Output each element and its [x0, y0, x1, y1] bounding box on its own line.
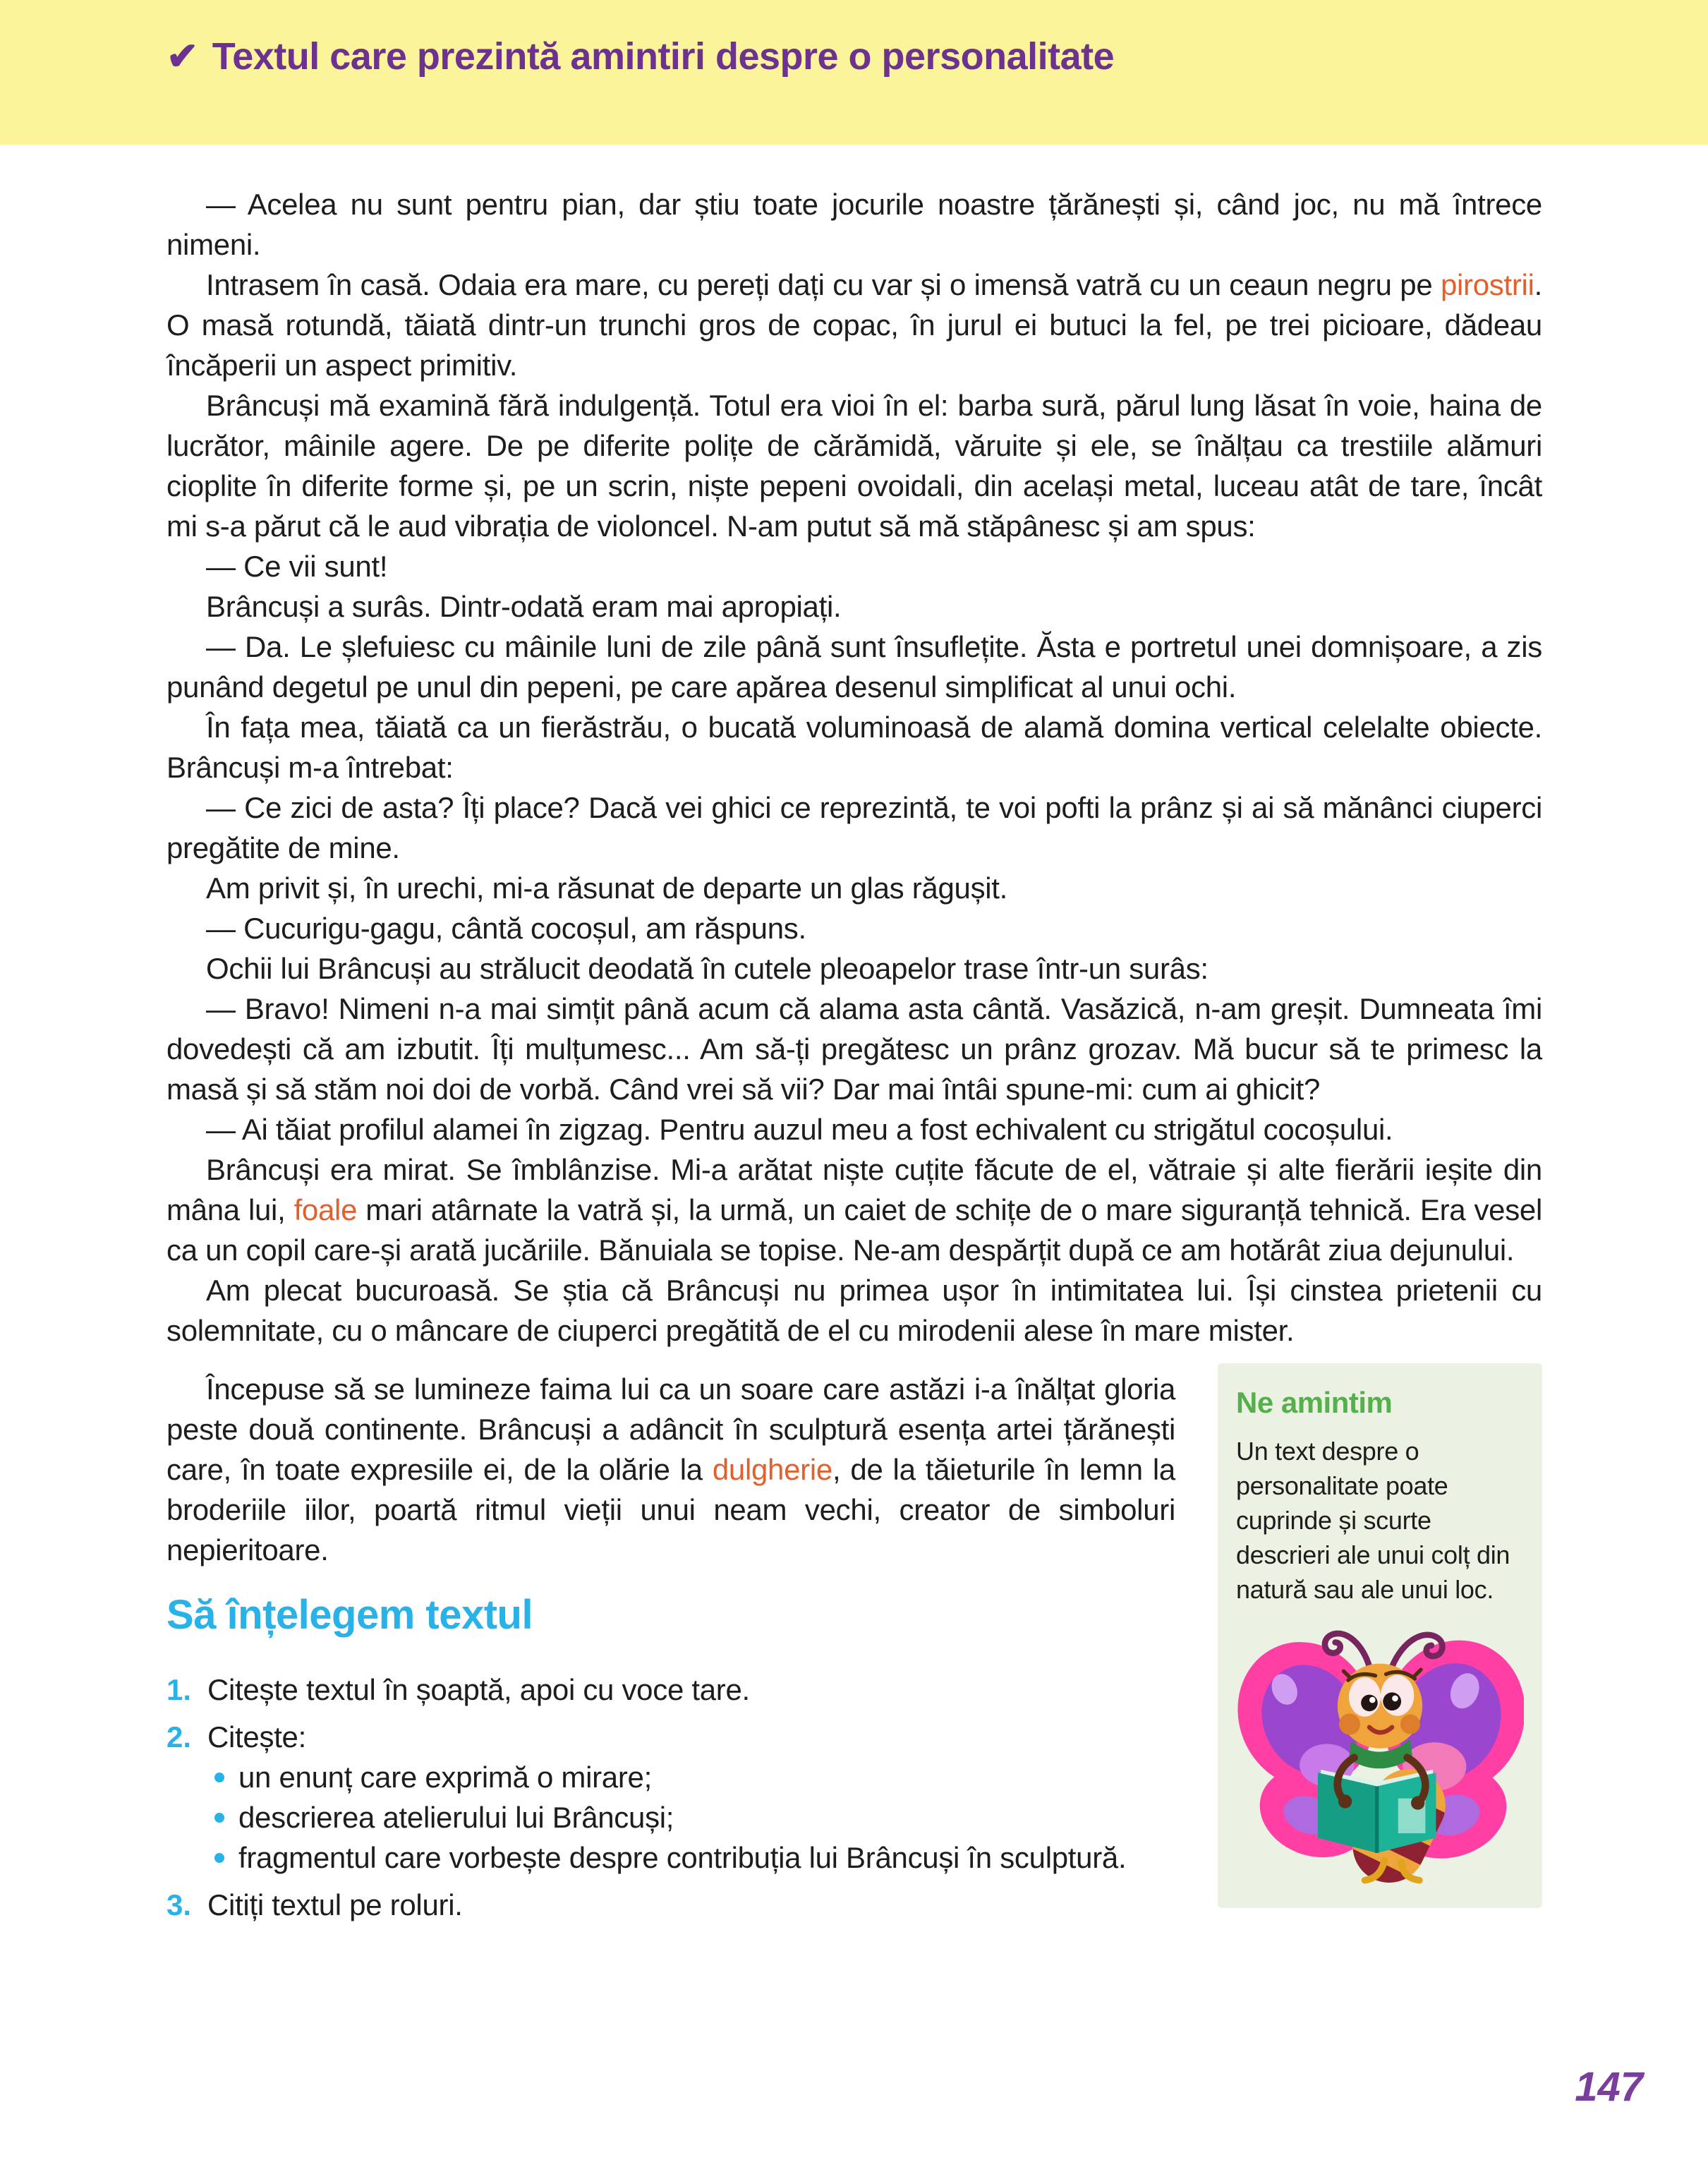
memo-title: Ne amintim	[1236, 1386, 1393, 1419]
story-paragraph: — Acelea nu sunt pentru pian, dar știu toate jocurile noastre țărănești și, când joc, nu mă întrece nimeni.	[166, 188, 1542, 261]
page-number: 147	[1575, 2064, 1643, 2110]
story-paragraph: Brâncuși a surâs. Dintr-odată eram mai apropiați.	[206, 590, 842, 623]
butterfly-head	[1338, 1664, 1422, 1749]
story-paragraph: În fața mea, tăiată ca un fierăstrău, o bucată voluminoasă de alamă domina vertical celelalte obiecte. Brâncuși m-a întrebat:	[166, 711, 1542, 784]
exercise-text: Citiți textul pe roluri.	[207, 1888, 463, 1921]
exercise-text: Citește:	[207, 1720, 306, 1753]
page-title-text: Textul care prezintă amintiri despre o personalitate	[212, 35, 1115, 78]
story-paragraph: — Ce zici de asta? Îți place? Dacă vei ghici ce reprezintă, te voi pofti la prânz și ai să mănânci ciuperci pregătite de mine.	[166, 791, 1542, 864]
story-paragraph: Brâncuși era mirat. Se îmblânzise. Mi-a arătat niște cuțite făcute de el, vătraie și alte fierării ieșite din mâna lui, foale mari atârnate la vatră și, la urmă, un caiet de schițe de o mare siguranță tehnică. Era vesel ca un copil care-și arată jucăriile. Bănuiala se topise. Ne-am despărțit după ce am hotărât ziua dejunului.	[166, 1153, 1542, 1267]
story-paragraph: — Ce vii sunt!	[206, 550, 388, 583]
page-title	[166, 34, 1623, 78]
bullet-item	[214, 1797, 1175, 1837]
exercise-item	[166, 1717, 1175, 1878]
story-paragraph: Ochii lui Brâncuși au strălucit deodată în cutele pleoapelor trase într-un surâs:	[206, 952, 1209, 985]
exercise-number: 3.	[166, 1888, 192, 1921]
exercise-number: 2.	[166, 1720, 192, 1753]
title-band	[0, 0, 1708, 145]
bullet-text: fragmentul care vorbește despre contribuția lui Brâncuși în sculptură.	[238, 1841, 1127, 1874]
butterfly-illustration	[1236, 1617, 1524, 1890]
main-content	[0, 145, 1708, 1929]
story-text-block	[166, 184, 1542, 1351]
exercise-text: Citește textul în șoaptă, apoi cu voce tare.	[207, 1673, 750, 1706]
story-paragraph: Începuse să se lumineze faima lui ca un soare care astăzi i-a înălțat gloria peste două continente. Brâncuși a adâncit în sculptură esența artei țărănești care, în toate expresiile ei, de la olărie la dulgherie, de la tăieturile în lemn la broderiile iilor, poartă ritmul vieții unui neam vechi, creator de simboluri nepieritoare.	[166, 1372, 1175, 1567]
bullet-dot-icon	[214, 1813, 224, 1823]
story-paragraph: — Da. Le șlefuiesc cu mâinile luni de zile până sunt însuflețite. Ăsta e portretul unei domnișoare, a zis punând degetul pe unul din pepeni, pe care apărea desenul simplificat al unui ochi.	[166, 630, 1542, 704]
bullet-item	[214, 1837, 1175, 1878]
highlighted-term: foale	[293, 1193, 358, 1226]
memo-body-text: Un text despre o personalitate poate cuprinde și scurte descrieri ale unui colț din natură sau ale unui loc.	[1236, 1437, 1510, 1604]
highlighted-term: pirostrii	[1440, 268, 1534, 301]
bullet-text: descrierea atelierului lui Brâncuși;	[238, 1801, 674, 1834]
exercise-body	[207, 1670, 1175, 1710]
bullet-dot-icon	[214, 1853, 224, 1863]
bullet-dot-icon	[214, 1773, 224, 1782]
bullet-item	[214, 1757, 1175, 1797]
story-paragraph: — Cucurigu-gagu, cântă cocoșul, am răspuns.	[206, 912, 806, 945]
story-paragraph: Am privit și, în urechi, mi-a răsunat de departe un glas răgușit.	[206, 871, 1008, 905]
story-paragraph: Am plecat bucuroasă. Se știa că Brâncuși nu primea ușor în intimitatea lui. Își cinstea prietenii cu solemnitate, cu o mâncare de ciuperci pregătită de el cu mirodenii alese în mare mister.	[166, 1274, 1542, 1347]
exercise-body	[207, 1717, 1175, 1878]
checkmark-icon: ✔	[166, 35, 198, 78]
memo-box	[1218, 1363, 1542, 1908]
exercise-bullets	[214, 1757, 1175, 1878]
exercise-item	[166, 1885, 1175, 1925]
exercise-item	[166, 1670, 1175, 1710]
story-paragraph: Brâncuși mă examină fără indulgență. Totul era vioi în el: barba sură, părul lung lăsat în voie, haina de lucrător, mâinile agere. De pe diferite polițe de cărămidă, văruite și ele, se înălțau ca trestiile alămuri cioplite în diferite forme și, pe un scrin, niște pepeni ovoidali, din același metal, luceau atât de tare, încât mi s-a părut că le aud vibrația de violoncel. N-am putut să mă stăpânesc și am spus:	[166, 389, 1542, 543]
exercise-number: 1.	[166, 1673, 192, 1706]
highlighted-term: dulgherie	[712, 1453, 832, 1486]
section-heading: Să înțelegem textul	[166, 1592, 533, 1638]
story-paragraph: — Ai tăiat profilul alamei în zigzag. Pentru auzul meu a fost echivalent cu strigătul cocoșului.	[206, 1113, 1393, 1146]
bullet-text: un enunț care exprimă o mirare;	[238, 1761, 652, 1794]
story-paragraph: Intrasem în casă. Odaia era mare, cu pereți dați cu var și o imensă vatră cu un ceaun negru pe pirostrii. O masă rotundă, tăiată dintr-un trunchi gros de copac, în jurul ei butuci la fel, pe trei picioare, dădeau încăperii un aspect primitiv.	[166, 268, 1542, 382]
story-paragraph: — Bravo! Nimeni n-a mai simțit până acum că alama asta cântă. Vasăzică, n-am greșit. Dumneata îmi dovedești că am izbutit. Îți mulțumesc... Am să-ți pregătesc un prânz grozav. Mă bucur să te primesc la masă și să stăm noi doi de vorbă. Când vrei să vii? Dar mai întâi spune-mi: cum ai ghicit?	[166, 992, 1542, 1106]
exercise-body	[207, 1885, 1175, 1925]
